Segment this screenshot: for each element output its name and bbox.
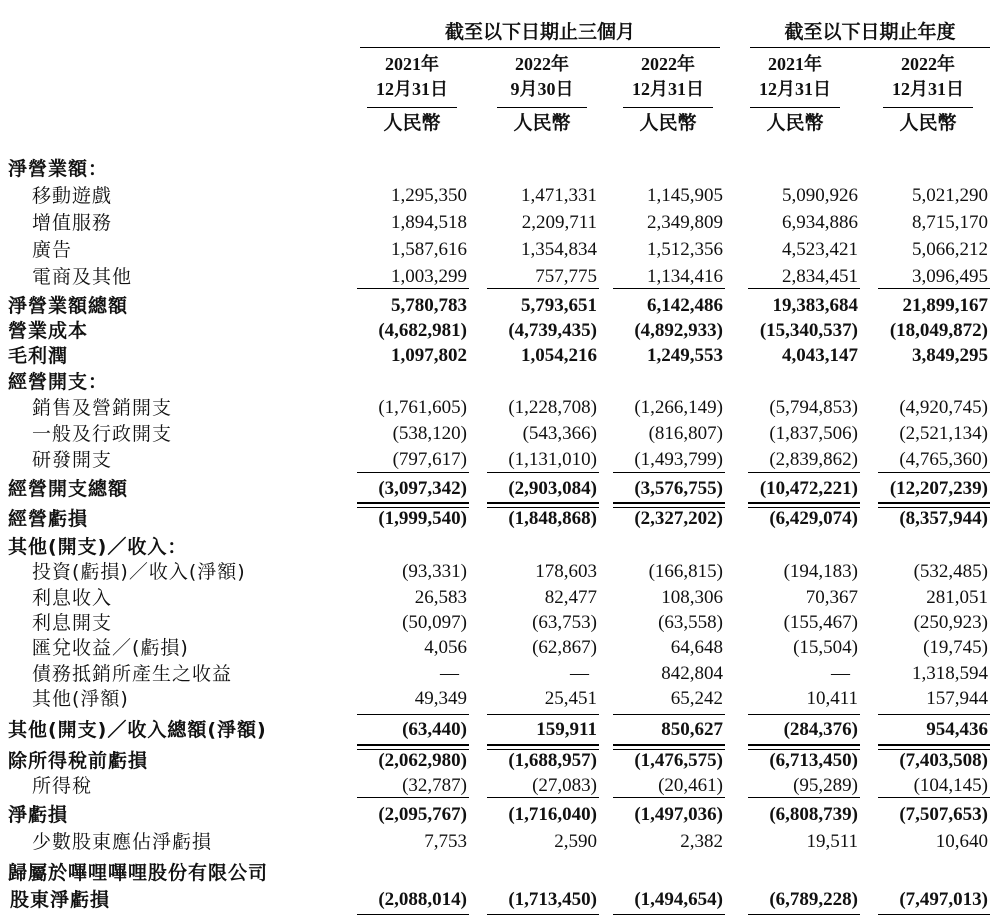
row-value: (1,761,605) bbox=[378, 397, 467, 418]
row-label: 其他(開支)／收入： bbox=[8, 536, 188, 558]
row-value: (5,794,853) bbox=[769, 397, 858, 418]
row-value: (284,376) bbox=[783, 719, 858, 740]
row-value: 2,590 bbox=[554, 831, 597, 852]
column-header-underline bbox=[497, 107, 587, 108]
row-value: 5,066,212 bbox=[912, 239, 988, 260]
row-value: 1,097,802 bbox=[391, 345, 467, 366]
table-row bbox=[0, 210, 1000, 236]
row-value: (1,494,654) bbox=[634, 889, 723, 910]
group-header-three-months: 截至以下日期止三個月 bbox=[444, 21, 635, 43]
row-value: (1,497,036) bbox=[634, 804, 723, 825]
row-value: (27,083) bbox=[532, 775, 597, 796]
row-value: 1,512,356 bbox=[647, 239, 723, 260]
row-value: (63,753) bbox=[532, 612, 597, 633]
row-label: 毛利潤 bbox=[8, 345, 69, 367]
row-value: 954,436 bbox=[926, 719, 988, 740]
row-value: (50,097) bbox=[402, 612, 467, 633]
table-row bbox=[0, 610, 1000, 636]
row-value: 2,349,809 bbox=[647, 212, 723, 233]
total-rule bbox=[748, 502, 860, 504]
table-row bbox=[0, 686, 1000, 712]
row-value: (1,999,540) bbox=[378, 508, 467, 529]
table-row bbox=[0, 829, 1000, 855]
row-value: (7,507,653) bbox=[899, 804, 988, 825]
row-label: 所得稅 bbox=[32, 775, 93, 797]
table-row bbox=[0, 748, 1000, 774]
column-currency: 人民幣 bbox=[383, 112, 441, 134]
row-label: 利息開支 bbox=[32, 612, 113, 634]
row-label: 廣告 bbox=[32, 239, 73, 261]
total-rule bbox=[613, 502, 725, 504]
row-value: 4,523,421 bbox=[782, 239, 858, 260]
row-value: 1,318,594 bbox=[912, 663, 988, 684]
row-value: (4,920,745) bbox=[899, 397, 988, 418]
row-value: 1,295,350 bbox=[391, 185, 467, 206]
row-value: 1,003,299 bbox=[391, 266, 467, 287]
row-value: (1,228,708) bbox=[508, 397, 597, 418]
table-row bbox=[0, 559, 1000, 585]
row-value: (1,837,506) bbox=[769, 423, 858, 444]
row-value: (2,839,862) bbox=[769, 449, 858, 470]
table-row bbox=[0, 887, 1000, 913]
row-value: (93,331) bbox=[402, 561, 467, 582]
row-value: (538,120) bbox=[392, 423, 467, 444]
row-value: 842,804 bbox=[661, 663, 723, 684]
column-header-underline bbox=[883, 107, 973, 108]
table-row bbox=[0, 183, 1000, 209]
row-value: (1,688,957) bbox=[508, 750, 597, 771]
row-label: 少數股東應佔淨虧損 bbox=[32, 831, 213, 853]
row-value: — bbox=[831, 663, 850, 684]
row-label: 移動遊戲 bbox=[32, 185, 113, 207]
column-currency: 人民幣 bbox=[899, 112, 957, 134]
row-value: (20,461) bbox=[658, 775, 723, 796]
row-value: (6,713,450) bbox=[769, 750, 858, 771]
column-year: 2022年 bbox=[901, 54, 955, 74]
row-value: 10,411 bbox=[806, 688, 858, 709]
row-value: 5,780,783 bbox=[391, 295, 467, 316]
row-value: (816,807) bbox=[648, 423, 723, 444]
row-label: 增值服務 bbox=[32, 212, 113, 234]
row-value: (1,493,799) bbox=[634, 449, 723, 470]
row-value: 6,142,486 bbox=[647, 295, 723, 316]
row-label: 銷售及營銷開支 bbox=[32, 397, 173, 419]
total-rule bbox=[357, 714, 469, 715]
column-header-underline bbox=[367, 107, 457, 108]
column-date: 12月31日 bbox=[892, 79, 964, 99]
row-value: (543,366) bbox=[522, 423, 597, 444]
table-row bbox=[0, 318, 1000, 344]
total-rule bbox=[878, 714, 990, 715]
row-label: 淨營業額總額 bbox=[8, 295, 129, 317]
row-value: 1,054,216 bbox=[521, 345, 597, 366]
row-label: 經營開支： bbox=[8, 371, 109, 393]
row-value: (1,713,450) bbox=[508, 889, 597, 910]
row-value: (1,848,868) bbox=[508, 508, 597, 529]
row-value: 21,899,167 bbox=[902, 295, 988, 316]
row-value: (3,576,755) bbox=[634, 478, 723, 499]
table-row bbox=[0, 343, 1000, 369]
row-value: (1,131,010) bbox=[508, 449, 597, 470]
total-rule bbox=[613, 714, 725, 715]
column-date: 12月31日 bbox=[376, 79, 448, 99]
row-value: (4,682,981) bbox=[378, 320, 467, 341]
row-value: (4,765,360) bbox=[899, 449, 988, 470]
row-label: 一般及行政開支 bbox=[32, 423, 173, 445]
row-value: (1,476,575) bbox=[634, 750, 723, 771]
column-year: 2021年 bbox=[768, 54, 822, 74]
table-row bbox=[0, 661, 1000, 687]
group-underline-three-months bbox=[360, 47, 720, 48]
row-value: (18,049,872) bbox=[889, 320, 988, 341]
row-value: 25,451 bbox=[544, 688, 597, 709]
row-value: 1,249,553 bbox=[647, 345, 723, 366]
row-value: 1,145,905 bbox=[647, 185, 723, 206]
table-row bbox=[0, 717, 1000, 743]
table-row bbox=[0, 237, 1000, 263]
row-value: 7,753 bbox=[424, 831, 467, 852]
table-row bbox=[0, 802, 1000, 828]
row-value: 26,583 bbox=[414, 587, 467, 608]
column-header-underline bbox=[750, 107, 840, 108]
row-value: 178,603 bbox=[535, 561, 597, 582]
row-value: 5,021,290 bbox=[912, 185, 988, 206]
row-label: 經營虧損 bbox=[8, 508, 89, 530]
column-year: 2021年 bbox=[385, 54, 439, 74]
row-value: 19,511 bbox=[806, 831, 858, 852]
total-rule bbox=[487, 744, 599, 746]
row-value: 5,090,926 bbox=[782, 185, 858, 206]
total-rule bbox=[613, 744, 725, 746]
table-row bbox=[0, 476, 1000, 502]
row-value: (155,467) bbox=[783, 612, 858, 633]
row-value: (15,340,537) bbox=[759, 320, 858, 341]
row-value: (32,787) bbox=[402, 775, 467, 796]
group-underline-year bbox=[750, 47, 990, 48]
table-row bbox=[0, 506, 1000, 532]
row-value: 5,793,651 bbox=[521, 295, 597, 316]
row-value: (2,088,014) bbox=[378, 889, 467, 910]
row-label: 除所得稅前虧損 bbox=[8, 750, 149, 772]
row-label: 淨營業額： bbox=[8, 158, 109, 180]
row-value: (166,815) bbox=[648, 561, 723, 582]
row-value: 8,715,170 bbox=[912, 212, 988, 233]
row-value: (62,867) bbox=[532, 637, 597, 658]
table-row bbox=[0, 860, 1000, 886]
table-row bbox=[0, 421, 1000, 447]
row-value: 4,056 bbox=[424, 637, 467, 658]
total-rule bbox=[487, 714, 599, 715]
table-row bbox=[0, 369, 1000, 395]
table-row bbox=[0, 395, 1000, 421]
column-currency: 人民幣 bbox=[766, 112, 824, 134]
table-row bbox=[0, 773, 1000, 799]
row-value: 1,354,834 bbox=[521, 239, 597, 260]
row-value: 1,894,518 bbox=[391, 212, 467, 233]
row-value: (2,062,980) bbox=[378, 750, 467, 771]
table-row bbox=[0, 293, 1000, 319]
column-currency: 人民幣 bbox=[513, 112, 571, 134]
row-label: 淨虧損 bbox=[8, 804, 69, 826]
table-row bbox=[0, 447, 1000, 473]
row-value: 757,775 bbox=[535, 266, 597, 287]
row-value: — bbox=[440, 663, 459, 684]
row-value: (194,183) bbox=[783, 561, 858, 582]
row-value: (2,903,084) bbox=[508, 478, 597, 499]
column-header-underline bbox=[623, 107, 713, 108]
row-value: 1,134,416 bbox=[647, 266, 723, 287]
column-currency: 人民幣 bbox=[639, 112, 697, 134]
row-value: (8,357,944) bbox=[899, 508, 988, 529]
row-value: 159,911 bbox=[536, 719, 597, 740]
row-value: (4,739,435) bbox=[508, 320, 597, 341]
row-label: 利息收入 bbox=[32, 587, 113, 609]
row-label: 匯兌收益／(虧損) bbox=[32, 637, 189, 659]
row-label: 其他(開支)／收入總額(淨額) bbox=[8, 719, 267, 741]
total-rule bbox=[878, 744, 990, 746]
row-label: 經營開支總額 bbox=[8, 478, 129, 500]
row-value: 4,043,147 bbox=[782, 345, 858, 366]
row-value: (2,521,134) bbox=[899, 423, 988, 444]
row-value: (6,789,228) bbox=[769, 889, 858, 910]
column-date: 12月31日 bbox=[632, 79, 704, 99]
total-rule bbox=[748, 744, 860, 746]
row-value: 2,209,711 bbox=[521, 212, 597, 233]
row-value: 6,934,886 bbox=[782, 212, 858, 233]
row-value: 850,627 bbox=[661, 719, 723, 740]
row-value: (797,617) bbox=[392, 449, 467, 470]
row-value: (6,808,739) bbox=[769, 804, 858, 825]
row-value: — bbox=[570, 663, 589, 684]
row-value: 19,383,684 bbox=[772, 295, 858, 316]
row-value: 281,051 bbox=[926, 587, 988, 608]
row-value: (19,745) bbox=[923, 637, 988, 658]
row-value: (12,207,239) bbox=[889, 478, 988, 499]
row-value: (6,429,074) bbox=[769, 508, 858, 529]
table-row bbox=[0, 264, 1000, 290]
row-value: (63,440) bbox=[402, 719, 467, 740]
row-value: 10,640 bbox=[935, 831, 988, 852]
row-label: 研發開支 bbox=[32, 449, 113, 471]
column-year: 2022年 bbox=[515, 54, 569, 74]
row-value: 65,242 bbox=[670, 688, 723, 709]
row-value: 1,471,331 bbox=[521, 185, 597, 206]
row-value: 2,382 bbox=[680, 831, 723, 852]
row-value: 1,587,616 bbox=[391, 239, 467, 260]
row-value: (1,266,149) bbox=[634, 397, 723, 418]
row-label: 投資(虧損)／收入(淨額) bbox=[32, 561, 246, 583]
row-value: 49,349 bbox=[414, 688, 467, 709]
total-rule bbox=[487, 502, 599, 504]
row-label: 債務抵銷所產生之收益 bbox=[32, 663, 233, 685]
row-value: 2,834,451 bbox=[782, 266, 858, 287]
table-row bbox=[0, 534, 1000, 560]
row-value: (7,403,508) bbox=[899, 750, 988, 771]
row-value: (4,892,933) bbox=[634, 320, 723, 341]
row-value: 70,367 bbox=[805, 587, 858, 608]
row-value: (15,504) bbox=[793, 637, 858, 658]
row-label: 營業成本 bbox=[8, 320, 89, 342]
column-date: 9月30日 bbox=[510, 79, 574, 99]
row-value: (7,497,013) bbox=[899, 889, 988, 910]
total-rule bbox=[878, 502, 990, 504]
row-value: (1,716,040) bbox=[508, 804, 597, 825]
row-value: (532,485) bbox=[913, 561, 988, 582]
row-value: (10,472,221) bbox=[759, 478, 858, 499]
row-value: (250,923) bbox=[913, 612, 988, 633]
row-value: (2,095,767) bbox=[378, 804, 467, 825]
row-value: 108,306 bbox=[661, 587, 723, 608]
table-row bbox=[0, 585, 1000, 611]
row-label: 股東淨虧損 bbox=[10, 889, 111, 911]
group-header-year: 截至以下日期止年度 bbox=[784, 21, 956, 43]
row-value: 64,648 bbox=[670, 637, 723, 658]
row-value: (3,097,342) bbox=[378, 478, 467, 499]
table-row bbox=[0, 635, 1000, 661]
row-label: 電商及其他 bbox=[32, 266, 133, 288]
total-rule bbox=[357, 502, 469, 504]
row-value: (2,327,202) bbox=[634, 508, 723, 529]
row-value: (95,289) bbox=[793, 775, 858, 796]
row-label: 歸屬於嗶哩嗶哩股份有限公司 bbox=[8, 862, 269, 884]
column-date: 12月31日 bbox=[759, 79, 831, 99]
row-value: (104,145) bbox=[913, 775, 988, 796]
total-rule bbox=[357, 744, 469, 746]
row-value: 3,096,495 bbox=[912, 266, 988, 287]
table-row bbox=[0, 156, 1000, 182]
row-value: 157,944 bbox=[926, 688, 988, 709]
total-rule bbox=[748, 714, 860, 715]
row-label: 其他(淨額) bbox=[32, 688, 129, 710]
row-value: 82,477 bbox=[544, 587, 597, 608]
column-year: 2022年 bbox=[641, 54, 695, 74]
row-value: (63,558) bbox=[658, 612, 723, 633]
row-value: 3,849,295 bbox=[912, 345, 988, 366]
